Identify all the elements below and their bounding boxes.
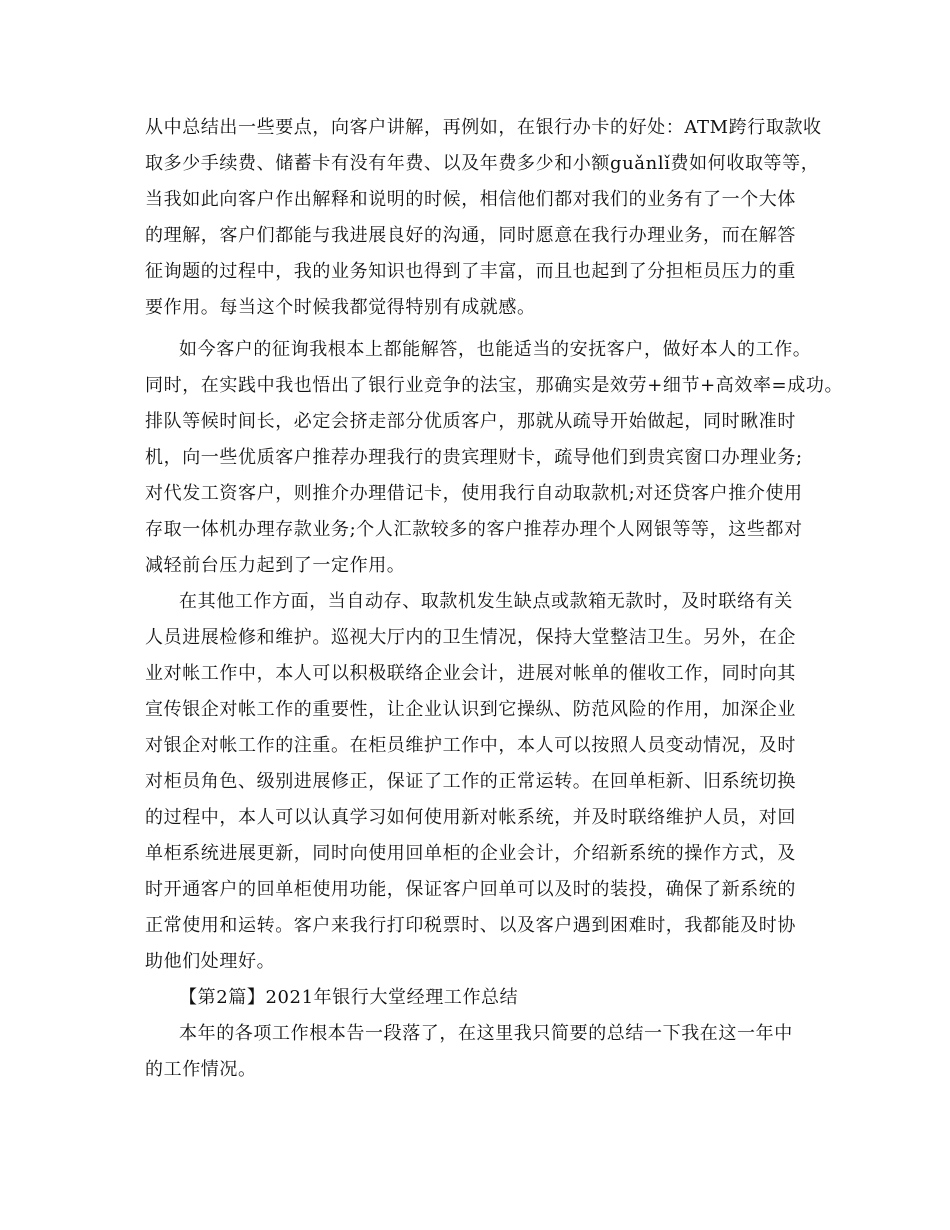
paragraph-line: 取多少手续费、储蓄卡有没有年费、以及年费多少和小额guǎnlǐ费如何收取等等， (145, 153, 820, 174)
paragraph-line: 如今客户的征询我根本上都能解答，也能适当的安抚客户，做好本人的工作。 (179, 339, 812, 360)
paragraph-line: 人员进展检修和维护。巡视大厅内的卫生情况，保持大堂整洁卫生。另外，在企 (145, 627, 796, 648)
paragraph-line: 时开通客户的回单柜使用功能，保证客户回单可以及时的装投，确保了新系统的 (145, 879, 796, 900)
paragraph-line: 对代发工资客户，则推介办理借记卡，使用我行自动取款机;对还贷客户推介使用 (145, 483, 803, 504)
paragraph-line: 的过程中，本人可以认真学习如何使用新对帐系统，并及时联络维护人员，对回 (145, 807, 796, 828)
paragraph-line: 从中总结出一些要点，向客户讲解，再例如，在银行办卡的好处：ATM跨行取款收 (145, 117, 822, 138)
paragraph-line: 正常使用和运转。客户来我行打印税票时、以及客户遇到困难时，我都能及时协 (145, 915, 796, 936)
section-heading: 【第2篇】2021年银行大堂经理工作总结 (179, 987, 519, 1008)
paragraph-line: 在其他工作方面，当自动存、取款机发生缺点或款箱无款时，及时联络有关 (179, 591, 793, 612)
paragraph-line: 存取一体机办理存款业务;个人汇款较多的客户推荐办理个人网银等等，这些都对 (145, 519, 803, 540)
paragraph-line: 业对帐工作中，本人可以积极联络企业会计，进展对帐单的催收工作，同时向其 (145, 663, 796, 684)
paragraph-line: 征询题的过程中，我的业务知识也得到了丰富，而且也起到了分担柜员压力的重 (145, 261, 796, 282)
paragraph-line: 对柜员角色、级别进展修正，保证了工作的正常运转。在回单柜新、旧系统切换 (145, 771, 796, 792)
paragraph-line: 要作用。每当这个时候我都觉得特别有成就感。 (145, 297, 536, 318)
paragraph-line: 本年的各项工作根本告一段落了，在这里我只简要的总结一下我在这一年中 (179, 1023, 793, 1044)
paragraph-line: 单柜系统进展更新，同时向使用回单柜的企业会计，介绍新系统的操作方式，及 (145, 843, 796, 864)
paragraph-line: 当我如此向客户作出解释和说明的时候，相信他们都对我们的业务有了一个大体 (145, 189, 796, 210)
paragraph-line: 排队等候时间长，必定会挤走部分优质客户，那就从疏导开始做起，同时瞅准时 (145, 411, 796, 432)
paragraph-line: 同时，在实践中我也悟出了银行业竞争的法宝，那确实是效劳+细节+高效率=成功。 (145, 375, 844, 396)
paragraph-line: 的工作情况。 (145, 1059, 257, 1080)
paragraph-line: 助他们处理好。 (145, 951, 276, 972)
paragraph-line: 宣传银企对帐工作的重要性，让企业认识到它操纵、防范风险的作用，加深企业 (145, 699, 796, 720)
paragraph-line: 减轻前台压力起到了一定作用。 (145, 555, 406, 576)
paragraph-line: 对银企对帐工作的注重。在柜员维护工作中，本人可以按照人员变动情况，及时 (145, 735, 796, 756)
paragraph-line: 的理解，客户们都能与我进展良好的沟通，同时愿意在我行办理业务，而在解答 (145, 225, 796, 246)
paragraph-line: 机，向一些优质客户推荐办理我行的贵宾理财卡，疏导他们到贵宾窗口办理业务; (145, 447, 803, 468)
